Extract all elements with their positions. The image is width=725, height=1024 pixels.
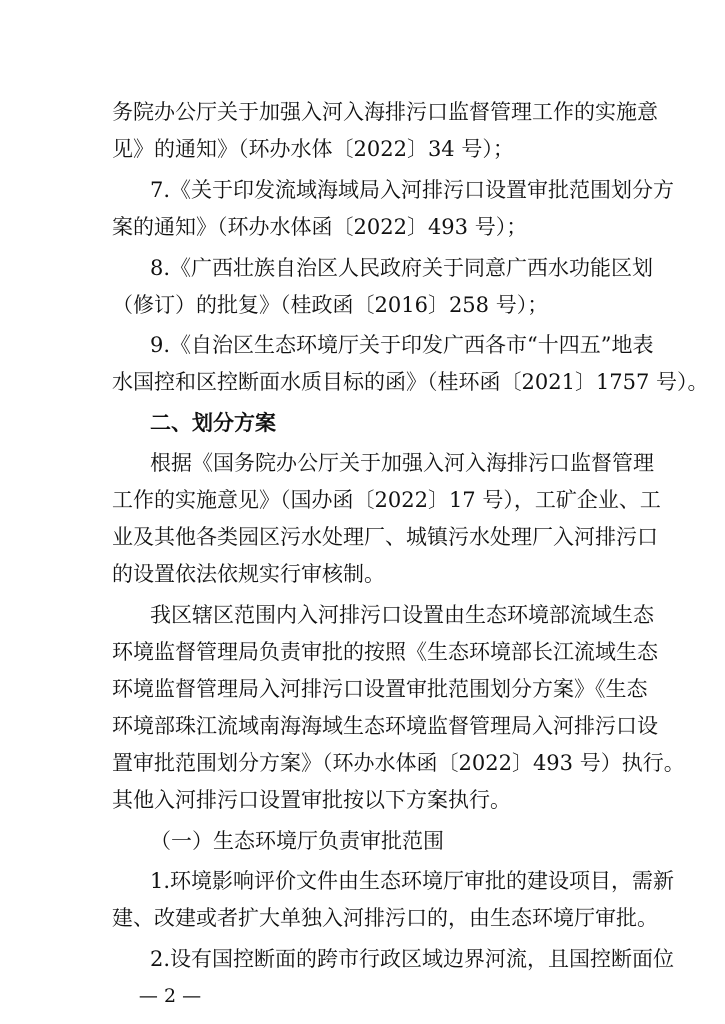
body-line: 2.设有国控断面的跨市行政区域边界河流，且国控断面位: [150, 947, 675, 971]
body-line: 置审批范围划分方案》（环办水体函〔2022〕493 号）执行。: [112, 751, 685, 775]
body-line: 业及其他各类园区污水处理厂、城镇污水处理厂入河排污口: [112, 525, 658, 549]
body-line: 的设置依法依规实行审核制。: [112, 562, 385, 586]
body-line: 环境监督管理局入河排污口设置审批范围划分方案》《生态: [112, 677, 648, 701]
body-line: 工作的实施意见》（国办函〔2022〕17 号），工矿企业、工: [112, 488, 661, 512]
body-line: 1.环境影响评价文件由生态环境厅审批的建设项目，需新: [150, 869, 675, 893]
body-line: 环境部珠江流域南海海域生态环境监督管理局入河排污口设: [112, 714, 658, 738]
subsection-heading: （一）生态环境厅负责审批范围: [150, 829, 444, 853]
body-line: 务院办公厅关于加强入河入海排污口监督管理工作的实施意: [112, 100, 658, 124]
page-number: — 2 —: [138, 985, 202, 1007]
list-item-9: 9.《自治区生态环境厅关于印发广西各市“十四五”地表: [150, 333, 654, 357]
body-line: 环境监督管理局负责审批的按照《生态环境部长江流域生态: [112, 640, 658, 664]
body-line: 建、改建或者扩大单独入河排污口的，由生态环境厅审批。: [112, 906, 658, 930]
body-line: 其他入河排污口设置审批按以下方案执行。: [112, 788, 511, 812]
body-line: （修订）的批复》（桂政函〔2016〕258 号）；: [112, 293, 549, 317]
body-line: 我区辖区范围内入河排污口设置由生态环境部流域生态: [150, 603, 654, 627]
body-line: 案的通知》（环办水体函〔2022〕493 号）；: [112, 215, 528, 239]
list-item-7: 7.《关于印发流域海域局入河排污口设置审批范围划分方: [150, 178, 675, 202]
body-line: 水国控和区控断面水质目标的函》（桂环函〔2021〕1757 号）。: [112, 370, 709, 394]
list-item-8: 8.《广西壮族自治区人民政府关于同意广西水功能区划: [150, 256, 654, 280]
section-heading: 二、划分方案: [150, 411, 276, 435]
body-line: 根据《国务院办公厅关于加强入河入海排污口监督管理: [150, 451, 654, 475]
body-line: 见》的通知》（环办水体〔2022〕34 号）；: [112, 137, 514, 161]
